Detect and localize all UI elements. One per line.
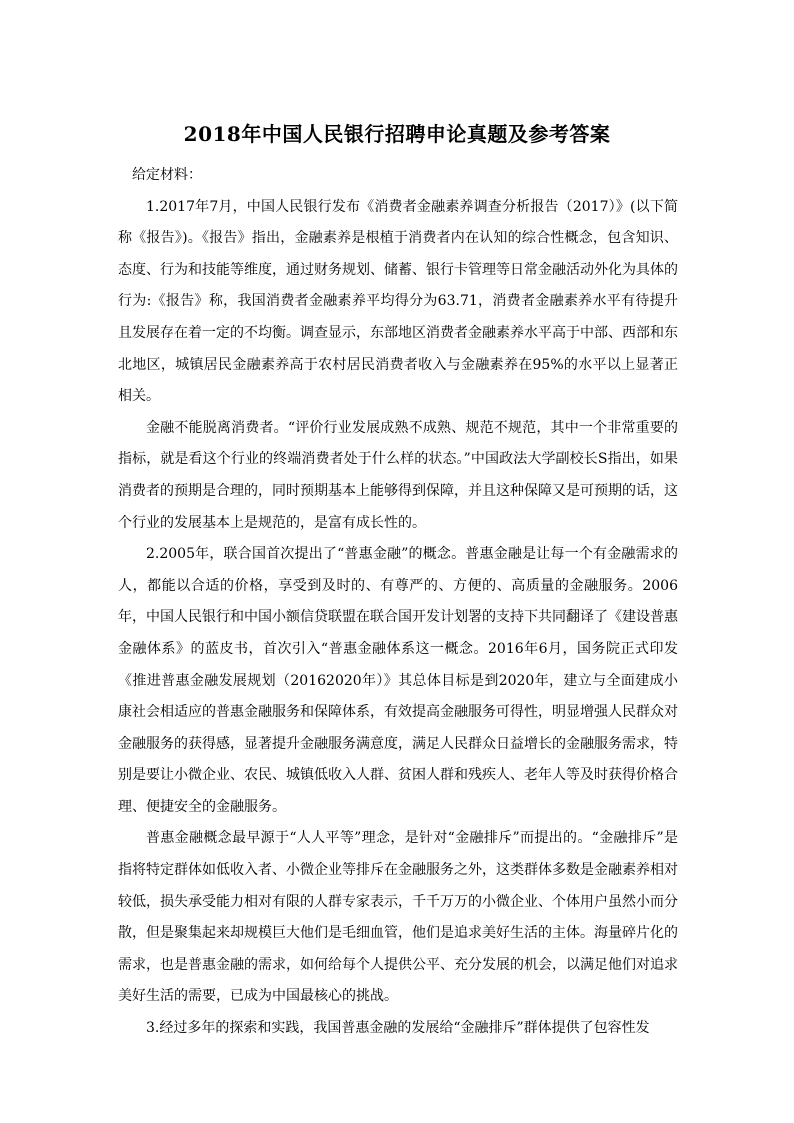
- paragraph-2: 金融不能脱离消费者。“评价行业发展成熟不成熟、规范不规范，其中一个非常重要的指标，就是看这个行业的终端消费者处于什么样的状态。”中国政法大学副校长S指出，如果消费者的预期是合理的，同时预期基本上能够得到保障，并且这种保障又是可预期的话，这个行业的发展基本上是规范的，是富有成长性的。: [118, 419, 678, 531]
- paragraph-4: 普惠金融概念最早源于“人人平等”理念，是针对“金融排斥”而提出的。“金融排斥”是指将特定群体如低收入者、小微企业等排斥在金融服务之外，这类群体多数是金融素养相对较低，损失承受能力相对有限的人群专家表示，千千万万的小微企业、个体用户虽然小而分散，但是聚集起来却规模巨大他们是毛细血管，他们是追求美好生活的主体。海量碎片化的需求，也是普惠金融的需求，如何给每个人提供公平、充分发展的机会，以满足他们对追求美好生活的需要，已成为中国最核心的挑战。: [118, 830, 678, 1005]
- materials-label: 给定材料：: [132, 167, 202, 183]
- paragraph-5: 3.经过多年的探索和实践，我国普惠金融的发展给“金融排斥”群体提供了包容性发: [146, 1020, 650, 1037]
- document-title: 2018年中国人民银行招聘申论真题及参考答案: [183, 122, 611, 146]
- paragraph-1: 1.2017年7月，中国人民银行发布《消费者金融素养调查分析报告（2017）》(以下简称《报告》)。《报告》指出，金融素养是根植于消费者内在认知的综合性概念，包含知识、态度、行为和技能等维度，通过财务规划、储蓄、银行卡管理等日常金融活动外化为具体的行为:《报告》称，我国消费者金融素养平均得分为63.71，消费者金融素养水平有待提升且发展存在着一定的不均衡。调查显示，东部地区消费者金融素养水平高于中部、西部和东北地区，城镇居民金融素养高于农村居民消费者收入与金融素养在95%的水平以上显著正相关。: [118, 198, 678, 405]
- document-body: [118, 160, 678, 1045]
- paragraph-3: 2.2005年，联合国首次提出了“普惠金融”的概念。普惠金融是让每一个有金融需求的人，都能以合适的价格，享受到及时的、有尊严的、方便的、高质量的金融服务。2006年，中国人民银行和中国小额信贷联盟在联合国开发计划署的支持下共同翻译了《建设普惠金融体系》的蓝皮书，首次引入“普惠金融体系这一概念。2016年6月，国务院正式印发《推进普惠金融发展规划（20162020年）》其总体目标是到2020年，建立与全面建成小康社会相适应的普惠金融服务和保障体系，有效提高金融服务可得性，明显增强人民群众对金融服务的获得感，显著提升金融服务满意度，满足人民群众日益增长的金融服务需求，特别是要让小微企业、农民、城镇低收入人群、贫困人群和残疾人、老年人等及时获得价格合理、便捷安全的金融服务。: [118, 546, 678, 815]
